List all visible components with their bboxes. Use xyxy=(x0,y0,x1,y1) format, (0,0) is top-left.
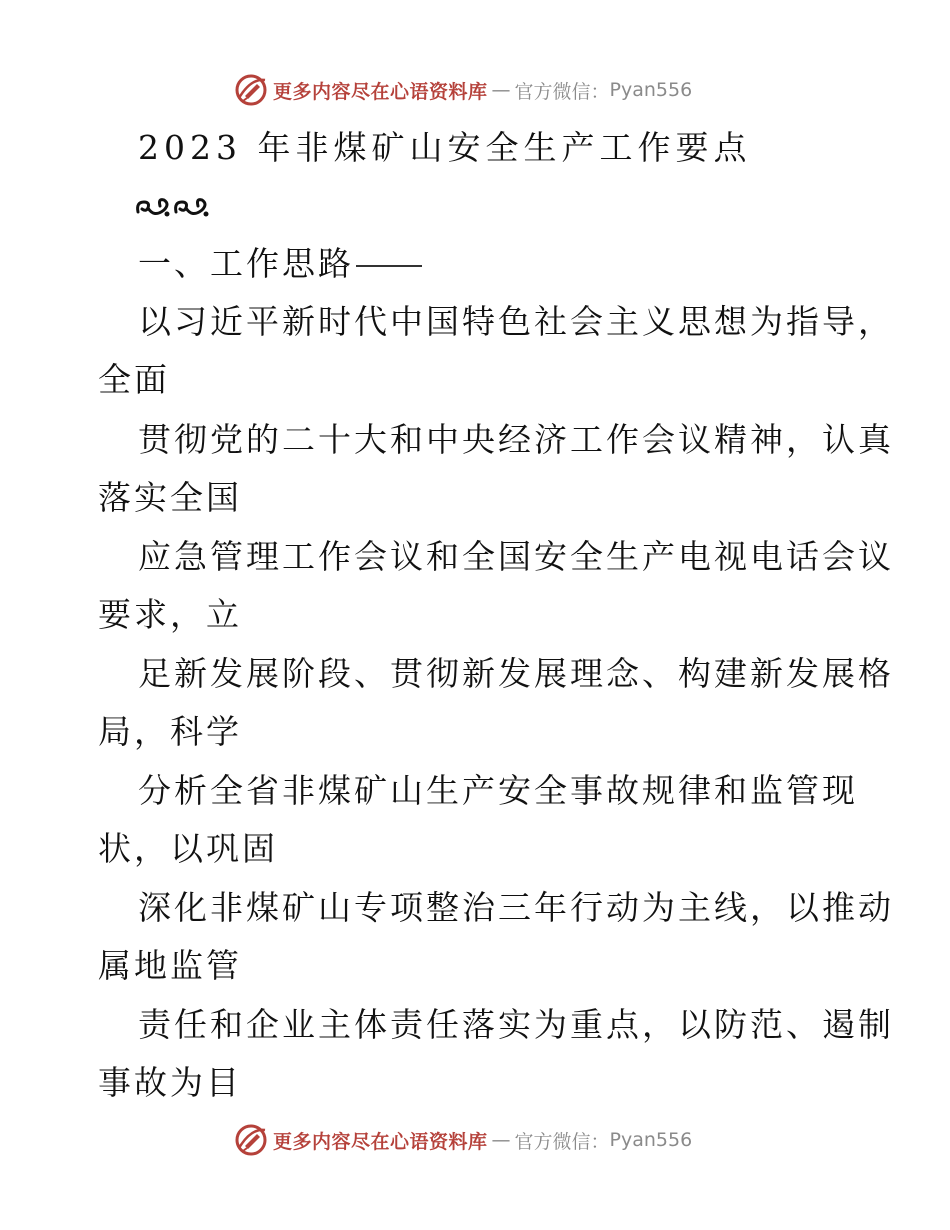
body-line: 应急管理工作会议和全国安全生产电视电话会议 xyxy=(138,537,894,576)
body-line: 足新发展阶段、贯彻新发展理念、构建新发展格 xyxy=(138,654,894,693)
banner-dash: — xyxy=(491,1129,511,1151)
library-text: 更多内容尽在心语资料库 xyxy=(273,1130,488,1153)
wechat-id: Pyan556 xyxy=(609,1129,693,1151)
body-line: 事故为目 xyxy=(98,1063,242,1102)
document-title: 2023 年非煤矿山安全生产工作要点 xyxy=(138,128,752,167)
body-line: 以习近平新时代中国特色社会主义思想为指导， xyxy=(138,302,894,341)
section-heading-text: 一、工作思路 xyxy=(138,244,354,283)
body-line: 全面 xyxy=(98,360,170,399)
wechat-id: Pyan556 xyxy=(609,79,693,101)
wechat-label: 官方微信： xyxy=(514,80,610,103)
body-line: 分析全省非煤矿山生产安全事故规律和监管现 xyxy=(138,771,858,810)
section-heading xyxy=(138,244,422,284)
body-line: 要求，立 xyxy=(98,595,242,634)
body-line: 落实全国 xyxy=(98,478,242,517)
ornament-icon xyxy=(134,192,212,222)
banner-dash: — xyxy=(491,79,511,101)
body-line: 状，以巩固 xyxy=(98,829,278,868)
wechat-label: 官方微信： xyxy=(514,1130,610,1153)
body-line: 责任和企业主体责任落实为重点，以防范、遏制 xyxy=(138,1005,894,1044)
library-text: 更多内容尽在心语资料库 xyxy=(273,80,488,103)
heading-rule xyxy=(356,265,422,267)
footer-banner xyxy=(233,1120,692,1160)
body-line: 局，科学 xyxy=(98,712,242,751)
header-banner xyxy=(233,70,692,110)
body-line: 深化非煤矿山专项整治三年行动为主线，以推动 xyxy=(138,888,894,927)
body-line: 属地监管 xyxy=(98,946,242,985)
pen-logo-icon xyxy=(233,72,269,108)
body-line: 贯彻党的二十大和中央经济工作会议精神，认真 xyxy=(138,420,894,459)
pen-logo-icon xyxy=(233,1122,269,1158)
